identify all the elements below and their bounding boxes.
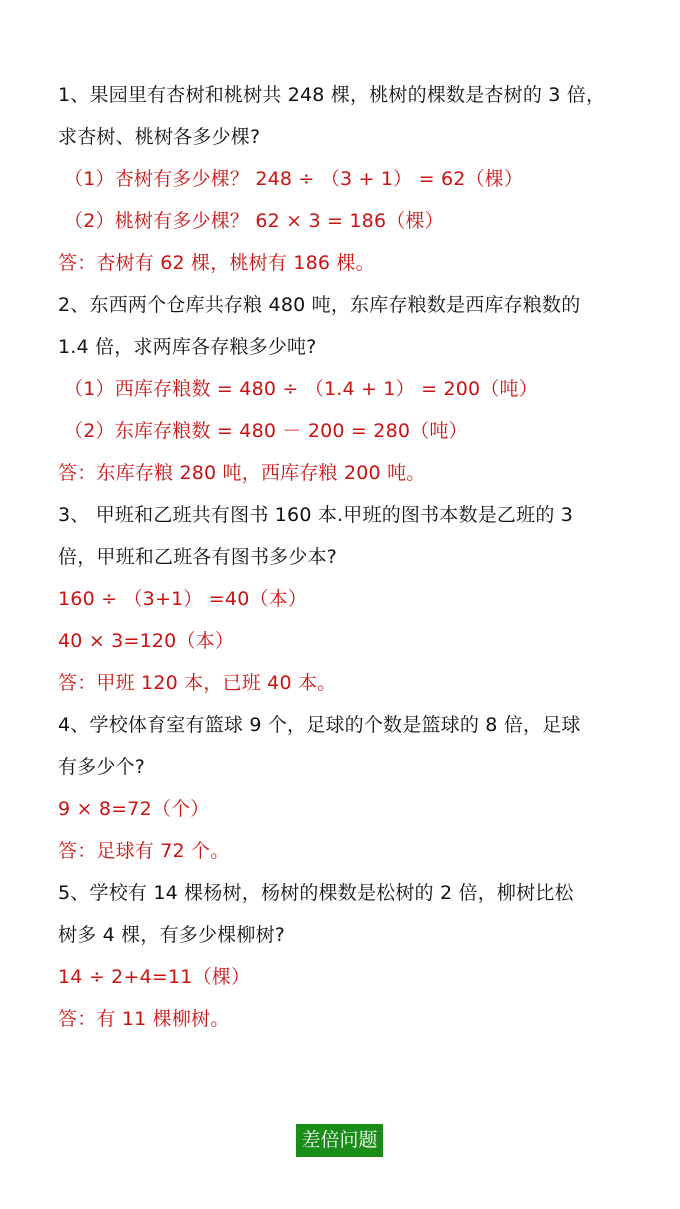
question-line: 求杏树、桃树各多少棵? bbox=[58, 126, 261, 148]
solution-step: （2）东库存粮数 = 480 － 200 = 280（吨） bbox=[64, 420, 468, 442]
question-line: 有多少个? bbox=[58, 756, 146, 778]
problem-4 bbox=[58, 704, 638, 872]
question-line: 4、学校体育室有篮球 9 个，足球的个数是篮球的 8 倍，足球 bbox=[58, 714, 581, 736]
solution-step: （2）桃树有多少棵？ 62 × 3 = 186（棵） bbox=[64, 210, 444, 232]
answer-line: 答：甲班 120 本，已班 40 本。 bbox=[58, 672, 337, 694]
solution-step: （1）杏树有多少棵？ 248 ÷ （3 + 1） = 62（棵） bbox=[64, 168, 524, 190]
question-line: 树多 4 棵，有多少棵柳树? bbox=[58, 924, 286, 946]
question-line: 2、东西两个仓库共存粮 480 吨，东库存粮数是西库存粮数的 bbox=[58, 294, 581, 316]
solution-step: 9 × 8=72（个） bbox=[58, 798, 210, 820]
solution-step: 160 ÷ （3+1） =40（本） bbox=[58, 588, 308, 610]
question-line: 倍，甲班和乙班各有图书多少本? bbox=[58, 546, 338, 568]
question-line: 5、学校有 14 棵杨树，杨树的棵数是松树的 2 倍，柳树比松 bbox=[58, 882, 574, 904]
solution-step: 14 ÷ 2+4=11（棵） bbox=[58, 966, 251, 988]
solution-step: （1）西库存粮数 = 480 ÷ （1.4 + 1） = 200（吨） bbox=[64, 378, 538, 400]
answer-line: 答：足球有 72 个。 bbox=[58, 840, 230, 862]
worksheet-content bbox=[58, 74, 638, 1040]
answer-line: 答：有 11 棵柳树。 bbox=[58, 1008, 230, 1030]
solution-step: 40 × 3=120（本） bbox=[58, 630, 235, 652]
answer-line: 答：杏树有 62 棵，桃树有 186 棵。 bbox=[58, 252, 375, 274]
problem-1 bbox=[58, 74, 638, 284]
answer-line: 答：东库存粮 280 吨，西库存粮 200 吨。 bbox=[58, 462, 426, 484]
problem-2 bbox=[58, 284, 638, 494]
question-line: 1、果园里有杏树和桃树共 248 棵，桃树的棵数是杏树的 3 倍， bbox=[58, 84, 606, 106]
topic-badge: 差倍问题 bbox=[296, 1124, 383, 1157]
problem-5 bbox=[58, 872, 638, 1040]
problem-3 bbox=[58, 494, 638, 704]
question-line: 1.4 倍，求两库各存粮多少吨? bbox=[58, 336, 317, 358]
question-line: 3、 甲班和乙班共有图书 160 本.甲班的图书本数是乙班的 3 bbox=[58, 504, 574, 526]
